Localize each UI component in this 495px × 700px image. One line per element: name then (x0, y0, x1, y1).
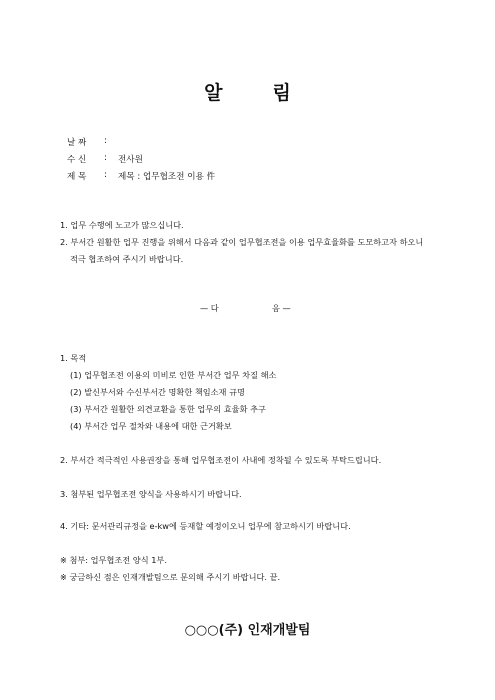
item-2: 2. 부서간 적극적인 사용권장을 통해 업무협조전이 사내에 정착될 수 있도록 부탁드립니다. (60, 455, 382, 465)
item-4: 4. 기타: 문서관리규정을 e-kw에 등재할 예정이오니 업무에 참고하시기 바랍니다. (60, 521, 351, 531)
subject-value: 제목 : 업무협조전 이용 件 (118, 172, 216, 182)
purpose-item: (3) 부서간 원활한 의견교환을 통한 업무의 효율화 추구 (70, 404, 266, 414)
title-part-2: 림 (272, 82, 291, 104)
title-part-1: 알 (204, 82, 223, 104)
date-colon: : (104, 136, 107, 146)
note-attachment: ※ 첨부: 업무협조전 양식 1부. (60, 555, 167, 565)
subject-label: 제 목 (67, 172, 87, 182)
recipient-label: 수 신 (67, 155, 87, 165)
purpose-item: (1) 업무협조전 이용의 미비로 인한 부서간 업무 차질 해소 (70, 370, 277, 380)
document-title (0, 78, 495, 105)
intro-line-3: 적극 협조하여 주시기 바랍니다. (70, 254, 184, 264)
intro-line-2: 2. 부서간 원활한 업무 진행을 위해서 다음과 같이 업무협조전을 이용 업무효율화를 도모하고자 하오니 (60, 237, 424, 247)
subject-colon: : (104, 170, 107, 180)
purpose-item: (2) 발신부서와 수신부서간 명확한 책임소재 규명 (70, 387, 245, 397)
heading-left: — 다 (200, 303, 219, 313)
recipient-value: 전사원 (118, 155, 143, 165)
purpose-title: 1. 목적 (60, 353, 87, 363)
item-3: 3. 첨부된 업무협조전 양식을 사용하시기 바랍니다. (60, 489, 242, 499)
heading-right: 음 — (272, 303, 291, 313)
footer-signature: ○○○(주) 인재개발팀 (184, 623, 311, 638)
note-contact: ※ 궁금하신 점은 인재개발팀으로 문의해 주시기 바랍니다. 끝. (60, 572, 281, 582)
date-label: 날 짜 (67, 138, 87, 148)
recipient-colon: : (104, 153, 107, 163)
purpose-item: (4) 부서간 업무 절차와 내용에 대한 근거확보 (70, 421, 232, 431)
intro-line-1: 1. 업무 수행에 노고가 많으십니다. (60, 220, 184, 230)
